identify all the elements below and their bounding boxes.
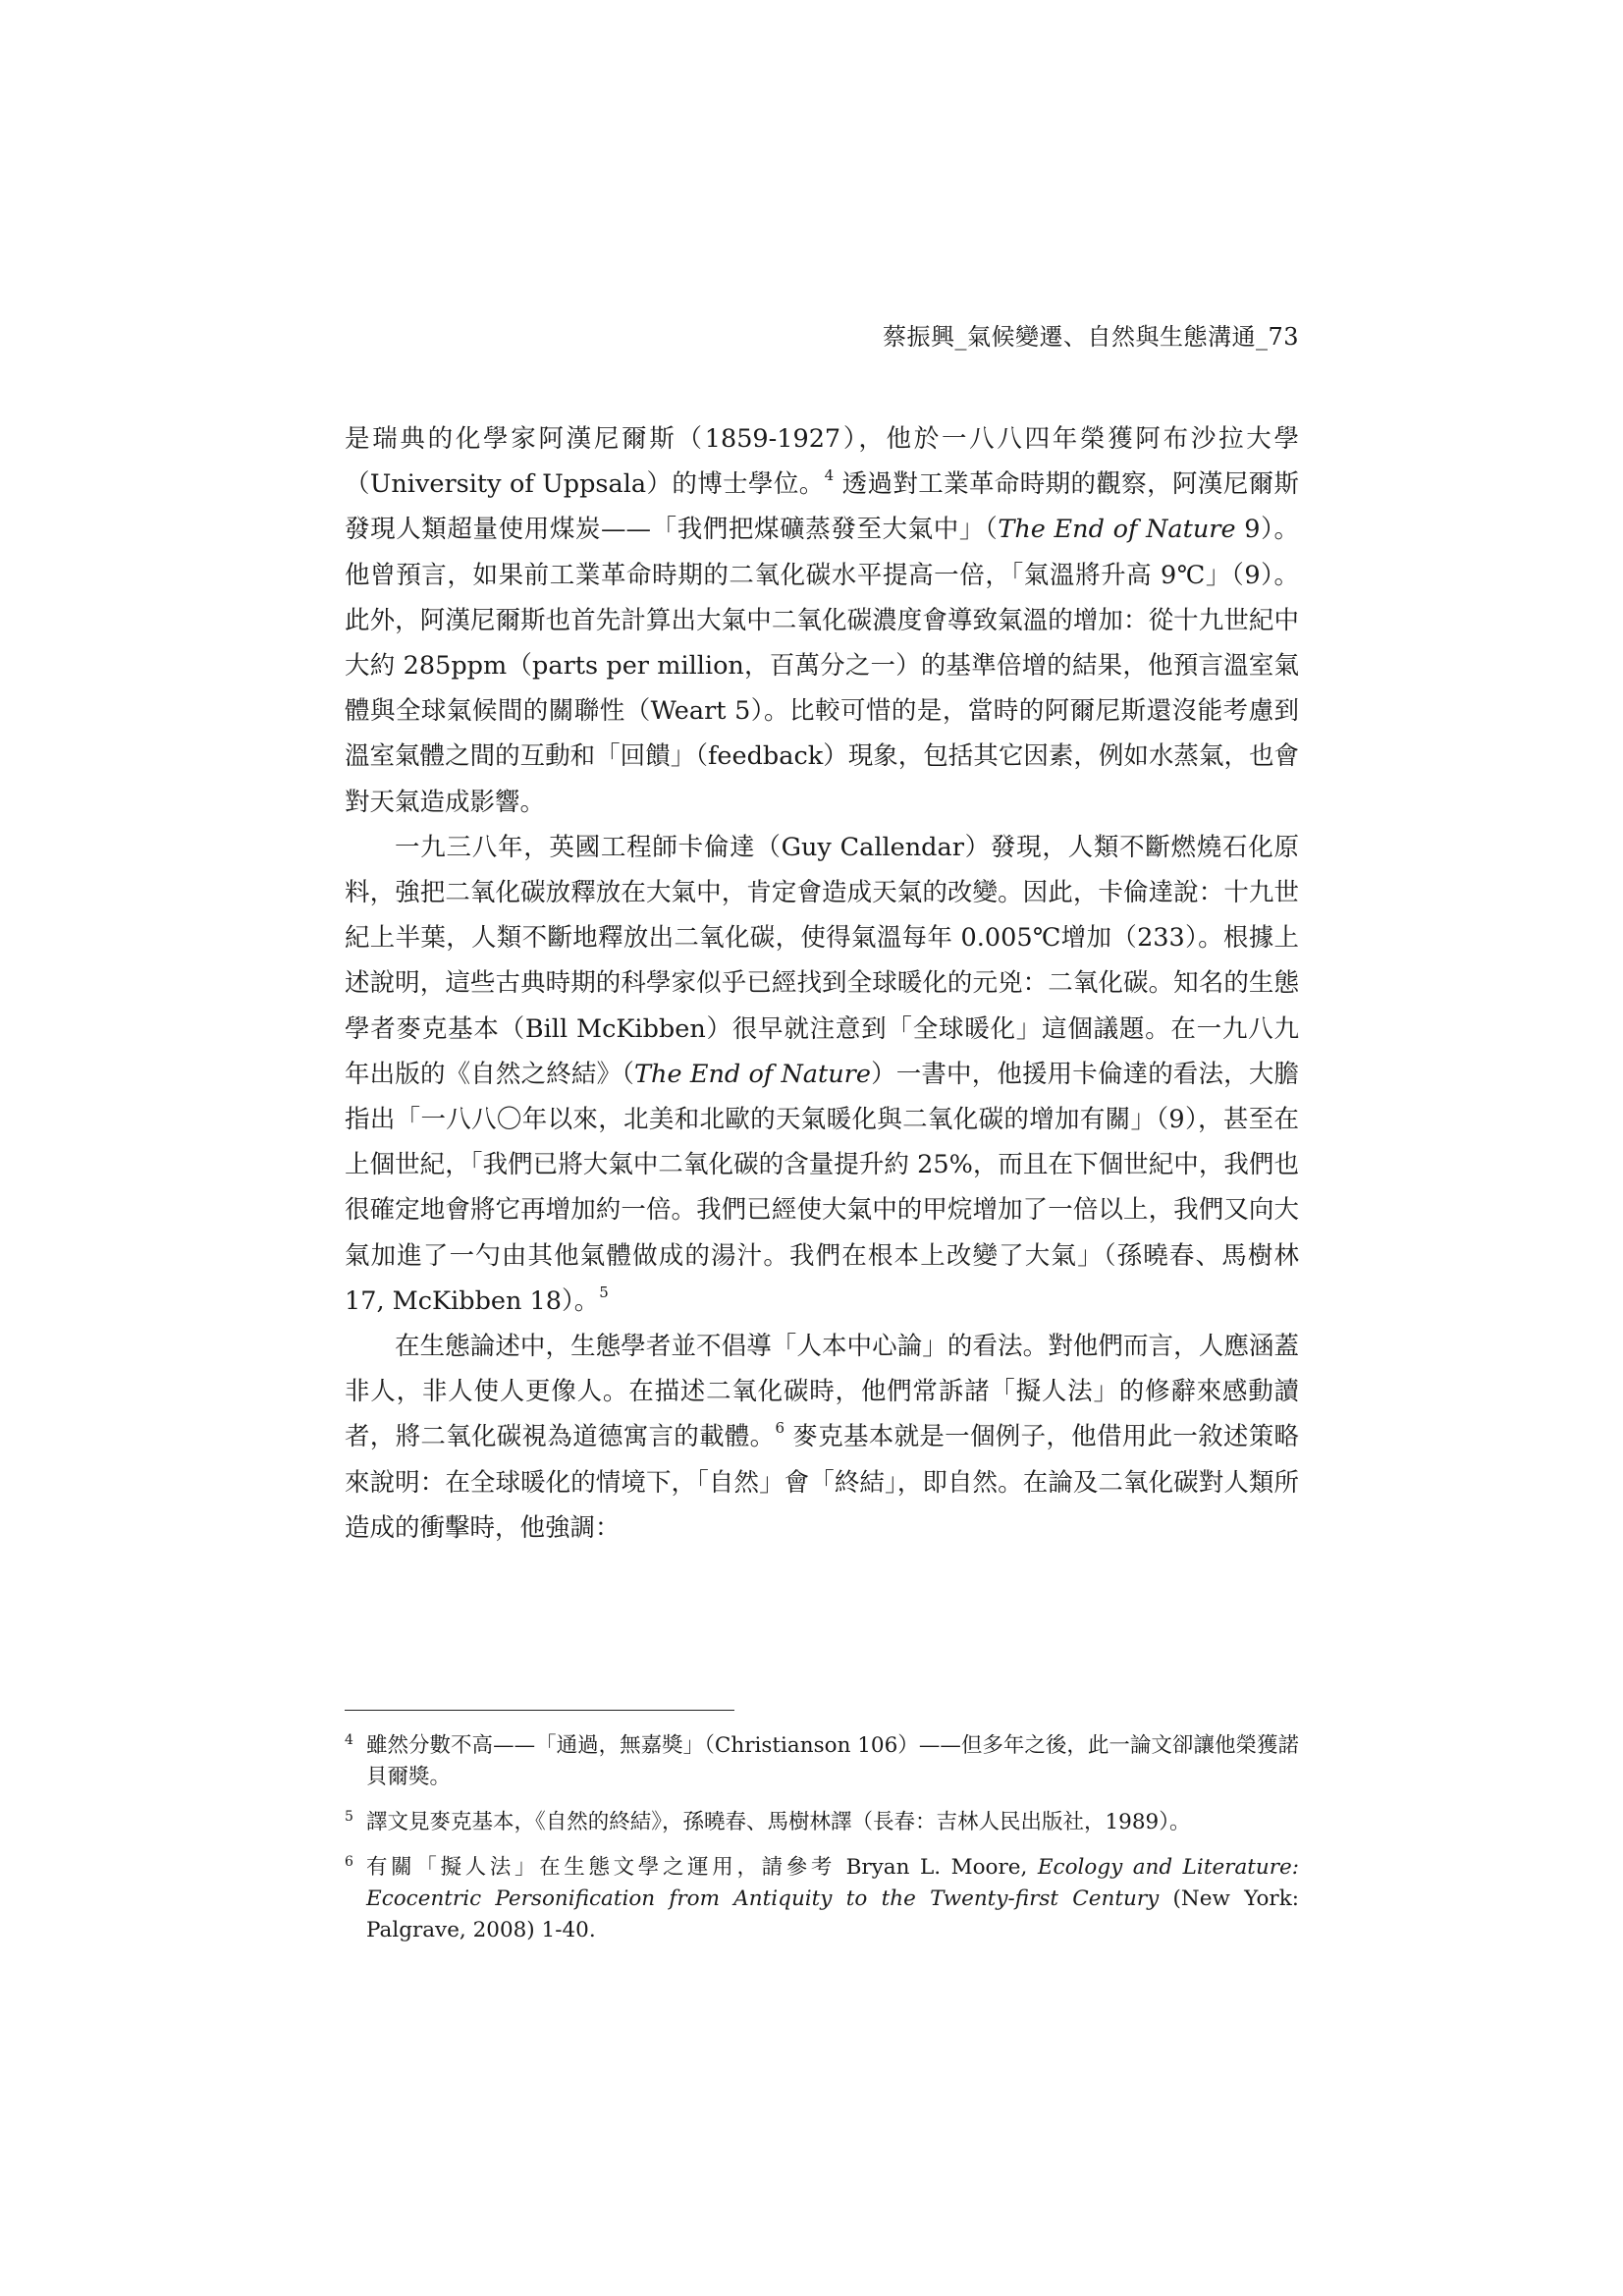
paragraph-2-text-a: 一九三八年，英國工程師卡倫達（Guy Callendar）發現，人類不斷燃燒石化原料，強把二氧化碳放釋放在大氣中，肯定會造成天氣的改變。因此，卡倫達說：十九世紀上半葉，人類不斷地釋放出二氧化碳，使得氣溫每年 0.005℃增加（233）。根據上述說明，這些古典時期的科學家似乎已經找到全球暖化的元兇：二氧化碳。知名的生態學者麥克基本（Bill McKibben）很早就注意到「全球暖化」這個議題。在一九八九年出版的《自然之終結》（ [345, 832, 1299, 1089]
footnote-number: 5 [345, 1809, 353, 1825]
paragraph-2 [345, 825, 1299, 1324]
footnote-text: 雖然分數不高——「通過，無嘉獎」（Christianson 106）——但多年之後，此一論文卻讓他榮獲諾貝爾獎。 [366, 1733, 1299, 1789]
footnote-ref-5[interactable]: 5 [599, 1283, 609, 1301]
paragraph-1-text-c: 9）。他曾預言，如果前工業革命時期的二氧化碳水平提高一倍，「氣溫將升高 9℃」（9）。此外，阿漢尼爾斯也首先計算出大氣中二氧化碳濃度會導致氣溫的增加：從十九世紀中大約 285ppm（parts per million，百萬分之一）的基準倍增的結果，他預言溫室氣體與全球氣候間的關聯性（Weart 5）。比較可惜的是，當時的阿爾尼斯還沒能考慮到溫室氣體之間的互動和「回饋」（feedback）現象，包括其它因素，例如水蒸氣，也會對天氣造成影響。 [345, 515, 1299, 817]
footnote-5 [345, 1807, 1299, 1838]
footnote-text: 譯文見麥克基本，《自然的終結》，孫曉春、馬樹林譯（長春：吉林人民出版社，1989）。 [366, 1810, 1191, 1834]
footnote-text-a: 有關「擬人法」在生態文學之運用，請參考 Bryan L. Moore, [366, 1855, 1038, 1880]
footnote-number: 6 [345, 1854, 353, 1870]
footnote-divider [345, 1710, 734, 1711]
book-title-italic: The End of Nature [998, 515, 1236, 545]
main-text [345, 416, 1299, 1551]
book-title-italic: The End of Nature [634, 1059, 871, 1089]
paragraph-3-text-b: 麥克基本就是一個例子，他借用此一敘述策略來說明：在全球暖化的情境下，「自然」會「終結」，即自然。在論及二氧化碳對人類所造成的衝擊時，他強調： [345, 1422, 1299, 1543]
footnote-ref-4[interactable]: 4 [824, 466, 835, 485]
paragraph-3-text-a: 在生態論述中，生態學者並不倡導「人本中心論」的看法。對他們而言，人應涵蓋非人，非人使人更像人。在描述二氧化碳時，他們常訴諸「擬人法」的修辭來感動讀者，將二氧化碳視為道德寓言的載體。 [345, 1332, 1299, 1452]
citation-title-italic: Ecology and Literature: Ecocentric Personification from Antiquity to the Twenty-first Century [366, 1855, 1300, 1911]
footnote-4 [345, 1730, 1299, 1793]
footnote-6 [345, 1852, 1299, 1946]
running-header: 蔡振興_氣候變遷、自然與生態溝通_73 [882, 323, 1299, 351]
footnote-number: 4 [345, 1732, 353, 1748]
footnote-text-b: (New York: Palgrave, 2008) 1-40. [366, 1886, 1299, 1942]
footnotes [345, 1730, 1299, 1960]
paragraph-1-text-b: 透過對工業革命時期的觀察，阿漢尼爾斯發現人類超量使用煤炭——「我們把煤礦蒸發至大氣中」（ [345, 469, 1299, 545]
paragraph-2-text-b: ）一書中，他援用卡倫達的看法，大膽指出「一八八〇年以來，北美和北歐的天氣暖化與二氧化碳的增加有關」（9），甚至在上個世紀，「我們已將大氣中二氧化碳的含量提升約 25%，而且在下個世紀中，我們也很確定地會將它再增加約一倍。我們已經使大氣中的甲烷增加了一倍以上，我們又向大氣加進了一勺由其他氣體做成的湯汁。我們在根本上改變了大氣」（孫曉春、馬樹林 17, McKibben 18）。 [345, 1059, 1299, 1316]
paragraph-1 [345, 416, 1299, 825]
paragraph-1-text-a: 是瑞典的化學家阿漢尼爾斯（1859-1927），他於一八八四年榮獲阿布沙拉大學（University of Uppsala）的博士學位。 [345, 424, 1299, 500]
footnote-ref-6[interactable]: 6 [775, 1419, 785, 1438]
paragraph-3 [345, 1324, 1299, 1551]
